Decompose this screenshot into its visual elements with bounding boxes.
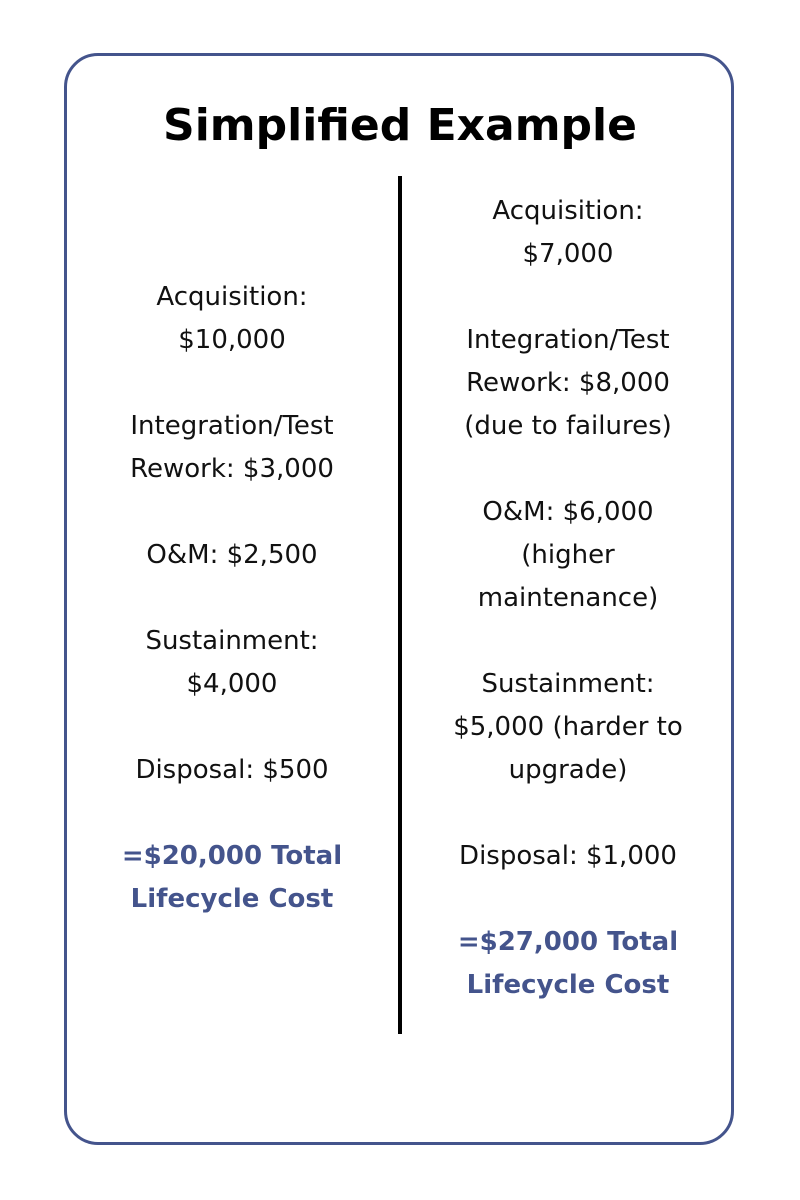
left-integration-test-rework-cost: Integration/Test Rework: $3,000	[130, 411, 334, 484]
right-om-cost: O&M: $6,000 (higher maintenance)	[477, 497, 659, 613]
page-title: Simplified Example	[163, 100, 637, 151]
column-divider	[398, 176, 402, 1034]
right-sustainment-cost: Sustainment: $5,000 (harder to upgrade)	[453, 669, 683, 785]
right-integration-test-rework-cost: Integration/Test Rework: $8,000 (due to failures)	[464, 325, 672, 441]
right-total-lifecycle-cost: =$27,000 Total Lifecycle Cost	[457, 927, 679, 1000]
right-cost-column	[418, 190, 718, 1007]
left-sustainment-cost: Sustainment: $4,000	[145, 626, 319, 699]
left-om-cost: O&M: $2,500	[146, 540, 318, 570]
left-total-lifecycle-cost: =$20,000 Total Lifecycle Cost	[121, 841, 343, 914]
left-acquisition-cost: Acquisition: $10,000	[156, 282, 308, 355]
right-acquisition-cost: Acquisition: $7,000	[492, 196, 644, 269]
left-cost-column	[92, 276, 372, 921]
left-disposal-cost: Disposal: $500	[135, 755, 329, 785]
right-disposal-cost: Disposal: $1,000	[459, 841, 677, 871]
